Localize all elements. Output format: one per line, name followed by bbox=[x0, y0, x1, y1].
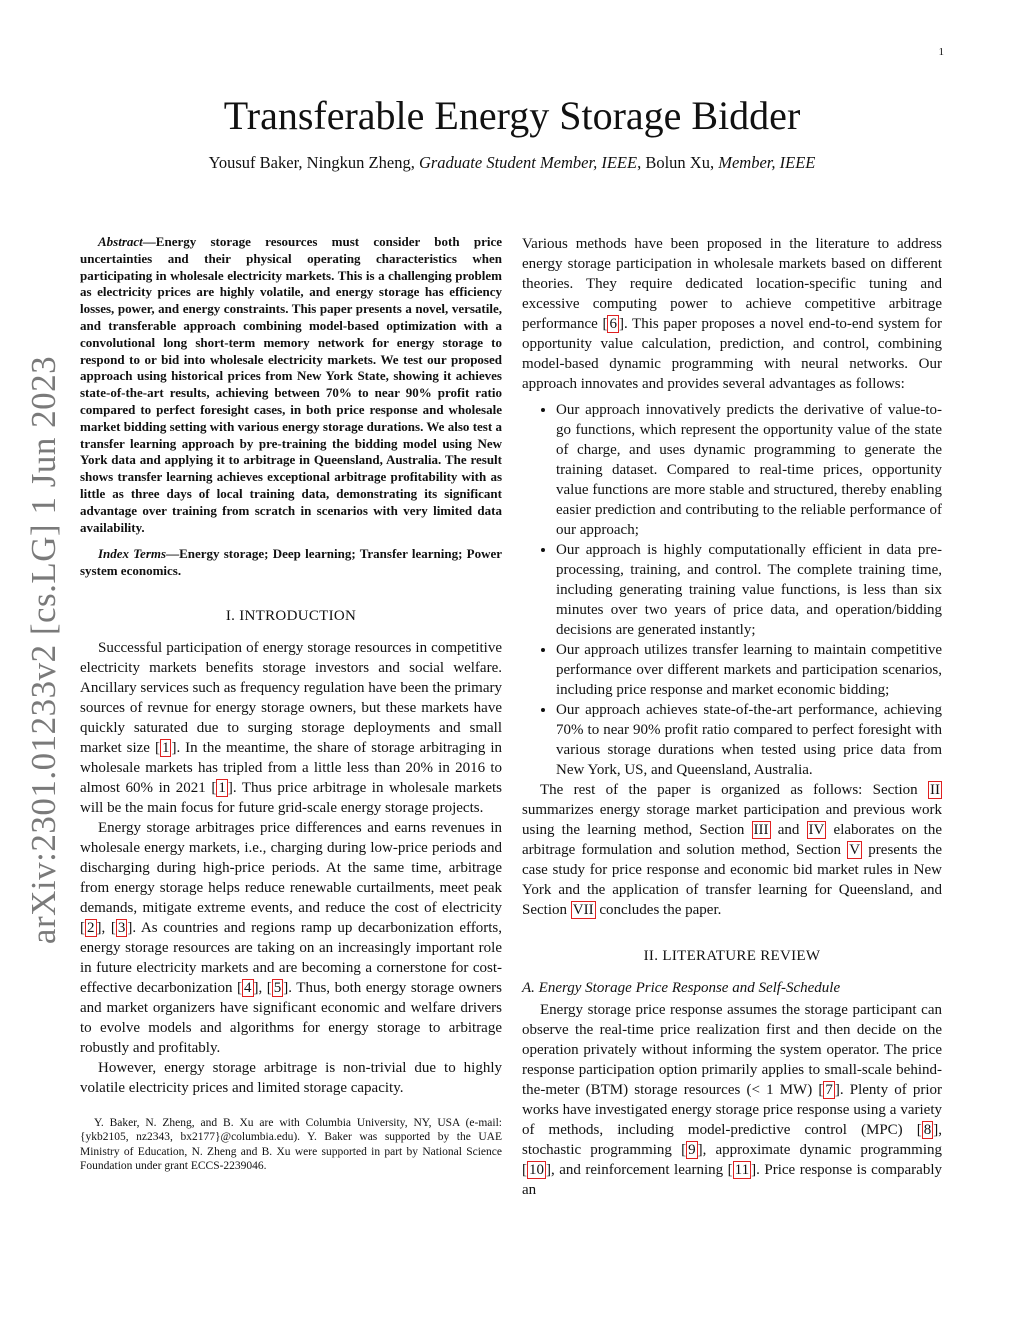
text-run: Energy storage arbitrages price differences and earns revenues in wholesale energy markets, i.e., charging during low-price periods and discharging during high-price periods. At the same time, arbitrage from energy storage helps reduce renewable curtailments, meet peak demands, mitigate extreme events, and reduce the cost of electricity bbox=[80, 819, 502, 916]
section-title-rest: EVIEW bbox=[770, 948, 821, 964]
text-run: . Thus price arbitrage in wholesale markets will be the main focus for future grid-scale energy storage projects. bbox=[80, 779, 502, 816]
text-run: . As countries and regions ramp up decarbonization efforts, energy storage resources are taking on an increasingly important role in future electricity markets and are becoming a cornerstone for cost-effective decarbonization bbox=[80, 919, 502, 996]
citation-link[interactable]: 10 bbox=[529, 1162, 544, 1178]
section-title-rest: NTRODUCTION bbox=[244, 607, 357, 624]
index-terms-text: —Energy storage; Deep learning; Transfer learning; Power system economics. bbox=[80, 546, 503, 579]
section-number: II. bbox=[643, 948, 663, 964]
section-heading-introduction bbox=[80, 606, 502, 626]
abstract-text: —Energy storage resources must consider both price uncertainties and their physical operating characteristics when participating in wholesale electricity markets. This is a challenging problem as electricity prices are highly volatile, and energy storage has efficiency losses, power, and energy constraints. This paper presents a novel, versatile, and transferable approach combining model-based optimization with a convolutional long short-term memory network for energy storage to respond to or bid into wholesale electricity markets. We test our proposed approach using historical prices from New York State, showing it achieves state-of-the-art results, achieving between 70% to near 90% profit ratio compared to perfect foresight cases, in both price response and wholesale market bidding setting with various energy storage durations. We also test a transfer learning approach by pre-training the bidding model using New York data and applying it to arbitrage in Queensland, Australia. The result shows transfer learning achieves exceptional arbitrage profitability with as little as three days of local training data, demonstrating its significant advantage over training from scratch in scenarios with very limited data availability. bbox=[80, 234, 502, 535]
text-run: The rest of the paper is organized as follows: Section bbox=[540, 782, 928, 798]
section-title-initial: I bbox=[239, 607, 245, 624]
author-names: Yousuf Baker, Ningkun Zheng, bbox=[208, 153, 419, 172]
text-run: and bbox=[770, 822, 807, 838]
citation-link[interactable]: 3 bbox=[117, 919, 126, 936]
author-role: Member, IEEE bbox=[718, 153, 816, 172]
abstract-label: Abstract bbox=[98, 234, 143, 249]
section-link[interactable]: III bbox=[753, 822, 769, 838]
page-number: 1 bbox=[938, 46, 944, 58]
section-number: I. bbox=[225, 607, 240, 624]
list-item: • Our approach achieves state-of-the-art performance, achieving 70% to near 90% profit ratio compared to perfect foresight with various storage durations when tested using price data from New York, US, and Queensland, Australia. bbox=[556, 700, 942, 780]
text-run: , and reinforcement learning bbox=[551, 1162, 728, 1178]
author-role: Graduate Student Member, IEEE bbox=[418, 153, 638, 172]
citation-link[interactable]: 11 bbox=[734, 1162, 750, 1178]
footnote: Y. Baker, N. Zheng, and B. Xu are with Columbia University, NY, USA (e-mail: {ykb2105, nz2343, bx2177}@columbia.edu). Y. Baker was supported by the UAE Ministry of Education, N. Zheng and B. Xu were supported in part by National Science Foundation under grant ECCS-2239046. bbox=[80, 1116, 502, 1173]
right-column bbox=[522, 234, 942, 1200]
citation-link[interactable]: 4 bbox=[244, 979, 252, 996]
text-run: presents the case study for price response and economic bid market rules in New York and the application of transfer learning for Queensland, and Section bbox=[522, 842, 942, 918]
paragraph: However, energy storage arbitrage is non-trivial due to highly volatile electricity prices and limited storage capacity. bbox=[80, 1059, 502, 1096]
text-run: . Plenty of prior works have investigated energy storage price response using a variety of methods, including model-predictive control (MPC) bbox=[522, 1082, 942, 1138]
list-item: • Our approach utilizes transfer learning to maintain competitive performance over different markets and participation scenarios, including price response and market economic bidding; bbox=[556, 640, 942, 700]
citation-link[interactable]: 6 bbox=[609, 316, 617, 332]
subsection-heading: A. Energy Storage Price Response and Self-Schedule bbox=[522, 980, 841, 996]
text-run: . Thus, both energy storage owners and market organizers have significant economic and welfare drivers to evolve models and algorithms for energy storage to arbitrage robustly and profitably. bbox=[80, 979, 502, 1056]
paragraph bbox=[522, 780, 942, 920]
text-run: concludes the paper. bbox=[595, 902, 722, 918]
paragraph: Various methods have been proposed in the literature to address energy storage participation in wholesale markets based on different theories. They require dedicated location-specific tuning and excessive computing power to achieve competitive arbitrage performance [ 6 ]. This paper proposes a novel end-to-end system for opportunity value calculation, prediction, and control, combining model-based dynamic programming with neural networks. Our approach innovates and provides several advantages as follows: bbox=[522, 236, 942, 392]
section-title-initial: L bbox=[662, 948, 672, 964]
text-run: , approximate dynamic programming bbox=[702, 1142, 942, 1158]
section-link[interactable]: IV bbox=[808, 822, 825, 838]
text-run: summarizes energy storage market participation and previous work using the learning method, Section bbox=[522, 802, 942, 838]
citation-link[interactable]: 7 bbox=[825, 1082, 833, 1098]
citation-link[interactable]: 1 bbox=[218, 779, 226, 796]
left-column bbox=[80, 234, 502, 1174]
contribution-list bbox=[522, 400, 942, 780]
index-terms-label: Index Terms bbox=[98, 546, 167, 562]
abstract bbox=[80, 234, 502, 536]
text-run: . This paper proposes a novel end-to-end system for opportunity value calculation, prediction, and control, combining model-based dynamic programming with neural networks. Our approach innovates and provides several advantages as follows: bbox=[522, 316, 942, 392]
text-run: . In the meantime, the share of storage arbitraging in wholesale markets has tripled from a little less than 20% in 2016 to almost 60% in 2021 bbox=[80, 739, 502, 796]
citation-link[interactable]: 1 bbox=[161, 739, 170, 756]
list-item: • Our approach is highly computationally efficient in data pre-processing, training, and control. The complete training time, including generating training value functions, is less than six minutes over two years of price data, and operation/bidding decisions are generated instantly; bbox=[556, 540, 942, 640]
section-link[interactable]: VII bbox=[572, 902, 594, 918]
paragraph: Energy storage price response assumes the storage participant can observe the real-time price realization first and then decide on the operation privately without informing the system operator. The price response participation option primarily applies to small-scale behind-the-meter (BTM) storage resources (< 1 MW) [ 7 ]. Plenty of prior works have investigated energy storage price response using a variety of methods, including model-predictive control (MPC) [ 8 ], stochastic programming [ 9 ], approximate dynamic programming [ 10 ], and reinforcement learning [ 11 ]. Price response is comparably an bbox=[522, 1002, 942, 1198]
section-link[interactable]: II bbox=[930, 782, 940, 798]
citation-link[interactable]: 8 bbox=[923, 1122, 932, 1138]
paragraph: Energy storage arbitrages price differences and earns revenues in wholesale energy markets, i.e., charging during low-price periods and discharging during high-price periods. At the same time, arbitrage from energy storage helps reduce renewable curtailments, meet peak demands, mitigate extreme events, and reduce the cost of electricity [ 2 ], [ 3 ]. As countries and regions ramp up decarbonization efforts, energy storage resources are taking on an increasingly important role in future electricity markets and are becoming a cornerstone for cost-effective decarbonization [ 4 ], [ 5 ]. Thus, both energy storage owners and market organizers have significant economic and welfare drivers to evolve models and algorithms for energy storage to arbitrage robustly and profitably. bbox=[80, 819, 502, 1056]
text-run: elaborates on the arbitrage formulation and solution method, Section bbox=[522, 822, 942, 858]
section-heading-literature-review bbox=[522, 946, 942, 966]
section-title-initial: R bbox=[760, 948, 771, 964]
section-title-rest: ITERATURE bbox=[671, 948, 757, 964]
text-run: Successful participation of energy storage resources in competitive electricity markets benefits storage investors and social welfare. Ancillary services such as frequency regulation have been the primary sources of revnue for energy storage owners, but these markets have quickly saturated due to surging storage deployments and small market size bbox=[80, 639, 502, 756]
text-run: Energy storage price response assumes the storage participant can observe the real-time price realization first and then decide on the operation privately without informing the system operator. The price response participation option primarily applies to small-scale behind-the-meter (BTM) storage resources (< 1 MW) bbox=[522, 1002, 942, 1098]
paper-title: Transferable Energy Storage Bidder bbox=[223, 93, 801, 138]
list-item: • Our approach innovatively predicts the derivative of value-to-go functions, which represent the opportunity value of the state of charge, and uses dynamic programming to generate the training dataset. Compared to real-time prices, opportunity value functions are more stable and structured, thereby enabling easier prediction and contributing to the reliable performance of our approach; bbox=[556, 400, 942, 540]
author-names: , Bolun Xu, bbox=[637, 153, 719, 172]
citation-link[interactable]: 2 bbox=[87, 919, 95, 936]
citation-link[interactable]: 5 bbox=[273, 979, 282, 996]
citation-link[interactable]: 9 bbox=[688, 1142, 696, 1158]
text-run: , stochastic programming bbox=[522, 1122, 942, 1158]
author-line bbox=[0, 153, 1024, 173]
arxiv-stamp: arXiv:2301.01233v2 [cs.LG] 1 Jun 2023 bbox=[24, 355, 63, 945]
index-terms bbox=[80, 546, 502, 580]
text-run: . Price response is comparably an bbox=[522, 1162, 942, 1198]
paragraph: Successful participation of energy storage resources in competitive electricity markets benefits storage investors and social welfare. Ancillary services such as frequency regulation have been the primary sources of revnue for energy storage owners, but these markets have quickly saturated due to surging storage deployments and small market size [ 1 ]. In the meantime, the share of storage arbitraging in wholesale markets has tripled from a little less than 20% in 2016 to almost 60% in 2021 [ 1 ]. Thus price arbitrage in wholesale markets will be the main focus for future grid-scale energy storage projects. bbox=[80, 639, 502, 816]
section-link[interactable]: V bbox=[849, 842, 861, 858]
text-run: Various methods have been proposed in the literature to address energy storage participation in wholesale markets based on different theories. They require dedicated location-specific tuning and excessive computing power to achieve competitive arbitrage performance bbox=[522, 236, 942, 332]
